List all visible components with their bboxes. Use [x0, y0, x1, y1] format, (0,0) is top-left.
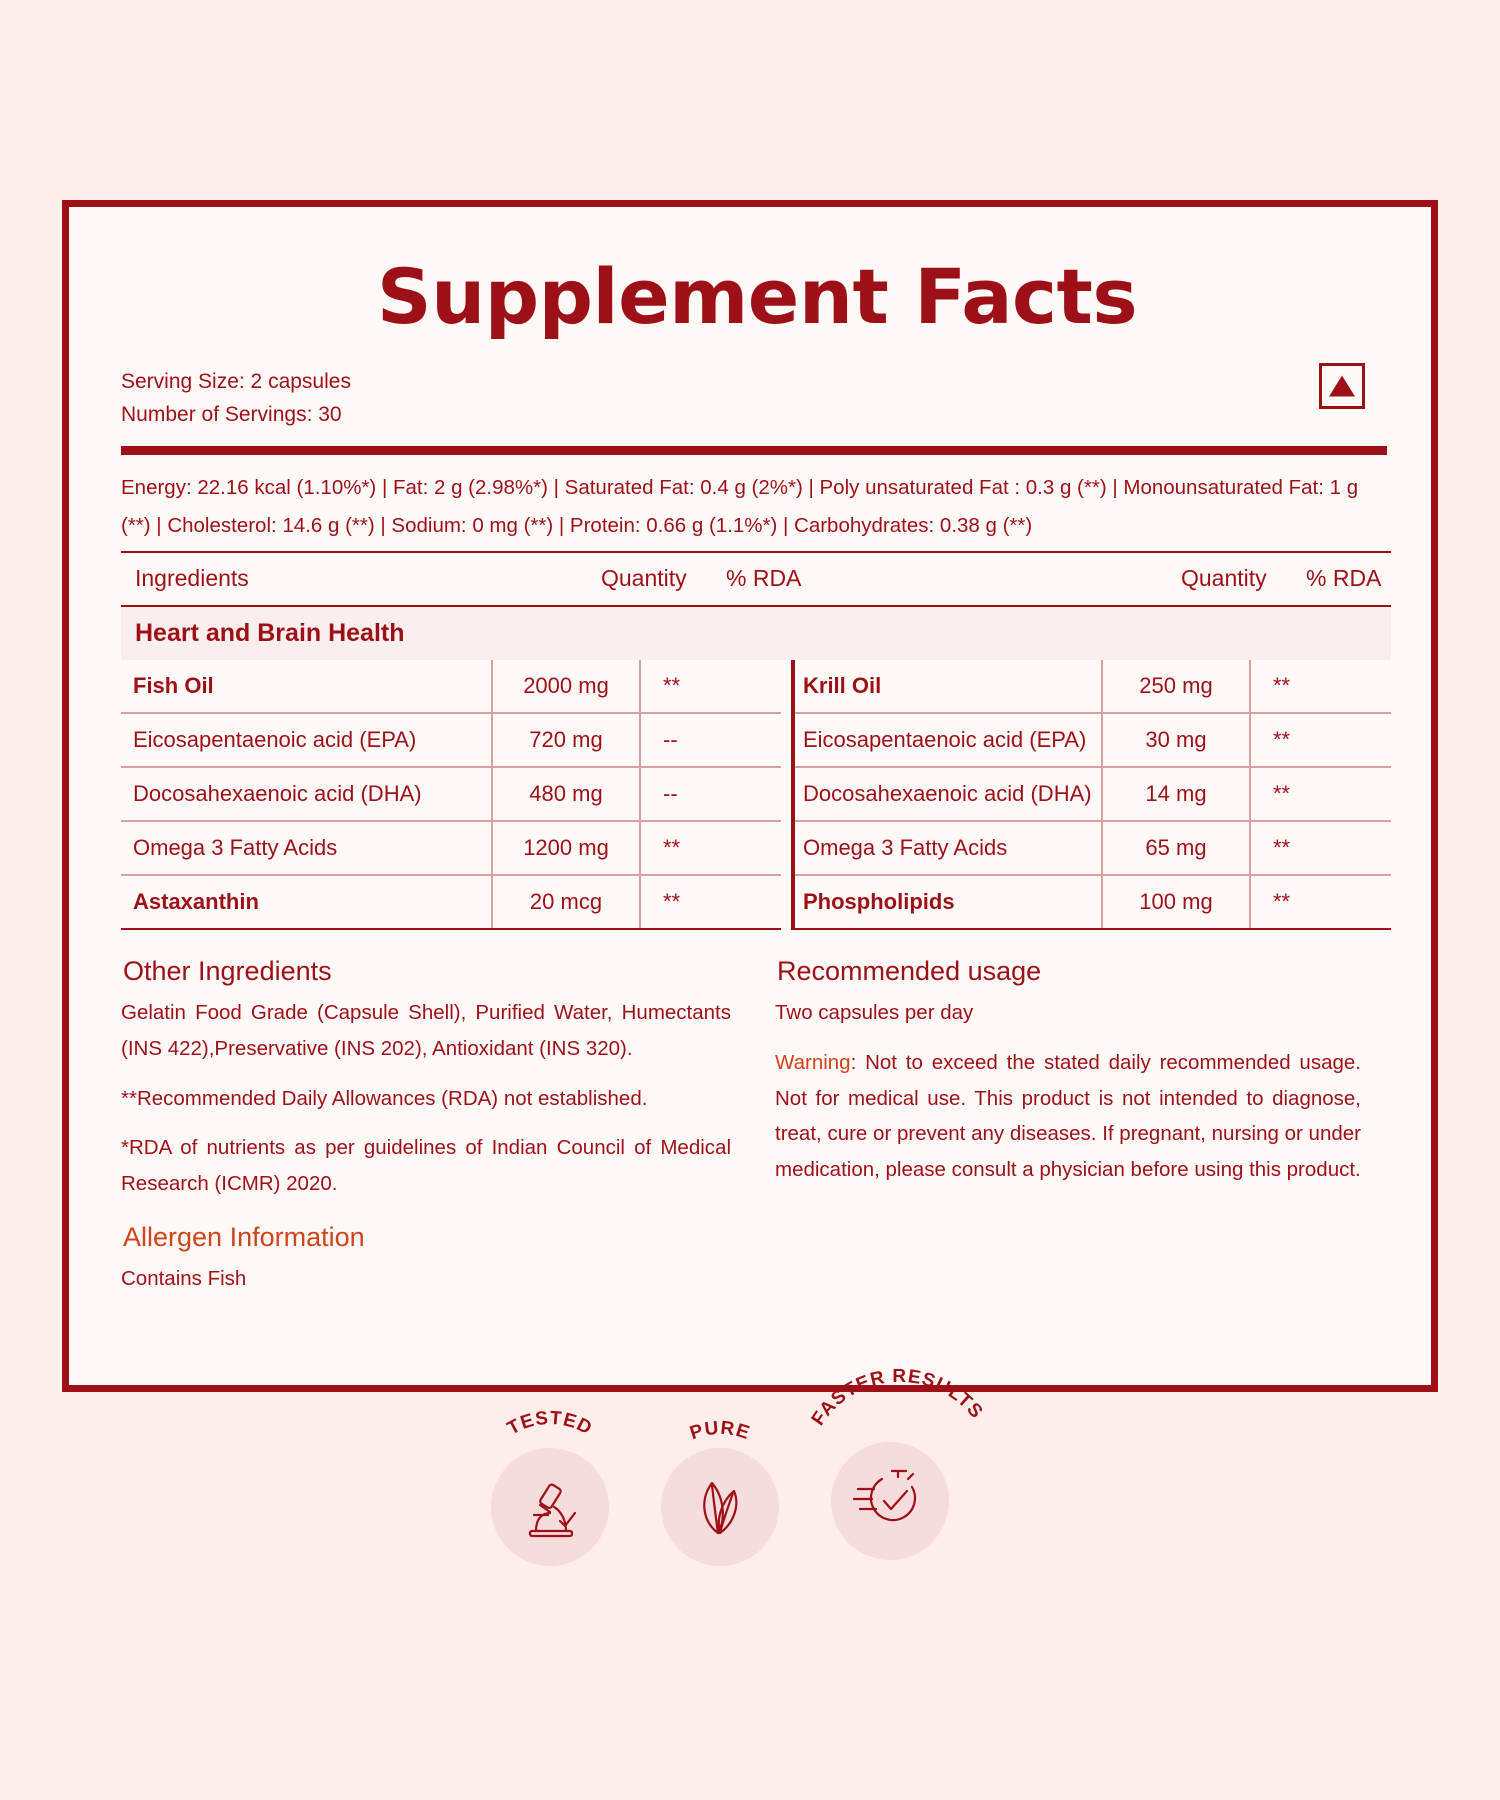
usage-section	[761, 956, 1361, 1311]
ingredient-rda: **	[1250, 660, 1391, 713]
ingredient-rda: **	[640, 660, 781, 713]
header-quantity-right: Quantity	[1181, 564, 1267, 591]
header-quantity-left: Quantity	[601, 564, 687, 591]
warning-text	[775, 1045, 1361, 1189]
ingredient-rda: **	[640, 821, 781, 875]
leaf-icon	[684, 1471, 756, 1543]
ingredient-quantity: 20 mcg	[492, 875, 640, 929]
rda-note-1: **Recommended Daily Allowances (RDA) not established.	[121, 1086, 648, 1110]
badge-faster-results	[807, 1365, 988, 1560]
ingredient-tables	[121, 660, 1391, 930]
allergen-body: Contains Fish	[121, 1267, 247, 1291]
divider-thin	[121, 551, 1391, 553]
ingredient-name: Omega 3 Fatty Acids	[791, 821, 1102, 875]
other-ingredients-title: Other Ingredients	[123, 955, 332, 986]
table-row	[121, 875, 781, 929]
veg-nonveg-mark	[1319, 363, 1365, 409]
header-rda-left: % RDA	[726, 564, 802, 591]
ingredient-quantity: 14 mg	[1102, 767, 1250, 821]
facts-panel	[62, 200, 1438, 1392]
allergen-section	[121, 1222, 731, 1297]
macronutrient-summary: Energy: 22.16 kcal (1.10%*) | Fat: 2 g (2.98%*) | Saturated Fat: 0.4 g (2%*) | Poly unsaturated Fat : 0.3 g (**) | Monounsaturated Fat: 1 g (**) | Cholesterol: 14.6 g (**) | Sodium: 0 mg (**) | Protein: 0.66 g (1.1%*) | Carbohydrates: 0.38 g (**)	[121, 475, 1359, 537]
ingredient-quantity: 65 mg	[1102, 821, 1250, 875]
table-row	[791, 821, 1391, 875]
badge-tested-circle	[491, 1448, 609, 1566]
ingredient-rda: **	[1250, 821, 1391, 875]
table-row	[791, 713, 1391, 767]
badge-tested-label: TESTED	[504, 1407, 596, 1440]
page-title: Supplement Facts	[376, 252, 1138, 341]
ingredient-quantity: 1200 mg	[492, 821, 640, 875]
ingredient-quantity: 480 mg	[492, 767, 640, 821]
badge-tested	[480, 1407, 620, 1566]
number-of-servings: Number of Servings: 30	[121, 403, 342, 427]
ingredient-quantity: 100 mg	[1102, 875, 1250, 929]
other-ingredients-section	[121, 956, 761, 1311]
ingredient-name: Omega 3 Fatty Acids	[121, 821, 492, 875]
ingredient-quantity: 30 mg	[1102, 713, 1250, 767]
header-ingredients: Ingredients	[135, 564, 249, 591]
ingredient-name: Eicosapentaenoic acid (EPA)	[121, 713, 492, 767]
ingredient-rda: --	[640, 767, 781, 821]
table-row	[121, 767, 781, 821]
badge-pure-label: PURE	[687, 1417, 753, 1445]
ingredient-name: Fish Oil	[121, 660, 492, 713]
ingredient-table-right	[791, 660, 1391, 930]
badge-faster-label: FASTER RESULTS	[807, 1365, 988, 1430]
stopwatch-check-icon	[852, 1463, 928, 1539]
badge-pure	[650, 1417, 790, 1566]
rda-note-2: *RDA of nutrients as per guidelines of Indian Council of Medical Research (ICMR) 2020.	[121, 1136, 731, 1196]
ingredient-table-left	[121, 660, 781, 930]
ingredient-rda: --	[640, 713, 781, 767]
bottom-sections	[121, 956, 1391, 1311]
ingredient-name: Krill Oil	[791, 660, 1102, 713]
ingredient-name: Docosahexaenoic acid (DHA)	[791, 767, 1102, 821]
allergen-title: Allergen Information	[123, 1222, 365, 1253]
other-ingredients-body: Gelatin Food Grade (Capsule Shell), Purified Water, Humectants (INS 422),Preservative (INS 202), Antioxidant (INS 320).	[121, 1000, 731, 1060]
table-row	[791, 767, 1391, 821]
ingredient-quantity: 250 mg	[1102, 660, 1250, 713]
ingredient-name: Eicosapentaenoic acid (EPA)	[791, 713, 1102, 767]
usage-title: Recommended usage	[777, 955, 1042, 986]
trust-badges	[0, 1365, 1500, 1640]
table-row	[121, 660, 781, 713]
table-row	[791, 660, 1391, 713]
category-heading: Heart and Brain Health	[121, 605, 1391, 660]
triangle-icon	[1329, 376, 1355, 397]
microscope-icon	[514, 1471, 586, 1543]
ingredient-name: Docosahexaenoic acid (DHA)	[121, 767, 492, 821]
divider-thick	[121, 446, 1387, 455]
ingredient-quantity: 2000 mg	[492, 660, 640, 713]
ingredient-rda: **	[1250, 875, 1391, 929]
warning-label: Warning	[775, 1050, 851, 1074]
serving-size: Serving Size: 2 capsules	[121, 369, 351, 393]
ingredient-name: Astaxanthin	[121, 875, 492, 929]
table-row	[121, 713, 781, 767]
ingredient-rda: **	[640, 875, 781, 929]
table-row	[791, 875, 1391, 929]
usage-body: Two capsules per day	[775, 1000, 974, 1024]
badge-pure-circle	[661, 1448, 779, 1566]
warning-body: : Not to exceed the stated daily recommended usage. Not for medical use. This product is not intended to diagnose, treat, cure or prevent any diseases. If pregnant, nursing or under medication, please consult a physician before using this product.	[775, 1050, 1361, 1182]
ingredient-rda: **	[1250, 767, 1391, 821]
ingredient-name: Phospholipids	[791, 875, 1102, 929]
column-headers	[121, 565, 1391, 605]
header-rda-right: % RDA	[1306, 564, 1382, 591]
ingredient-rda: **	[1250, 713, 1391, 767]
ingredient-quantity: 720 mg	[492, 713, 640, 767]
serving-info	[121, 365, 1393, 432]
badge-faster-circle	[831, 1442, 949, 1560]
table-row	[121, 821, 781, 875]
column-divider	[791, 660, 795, 930]
